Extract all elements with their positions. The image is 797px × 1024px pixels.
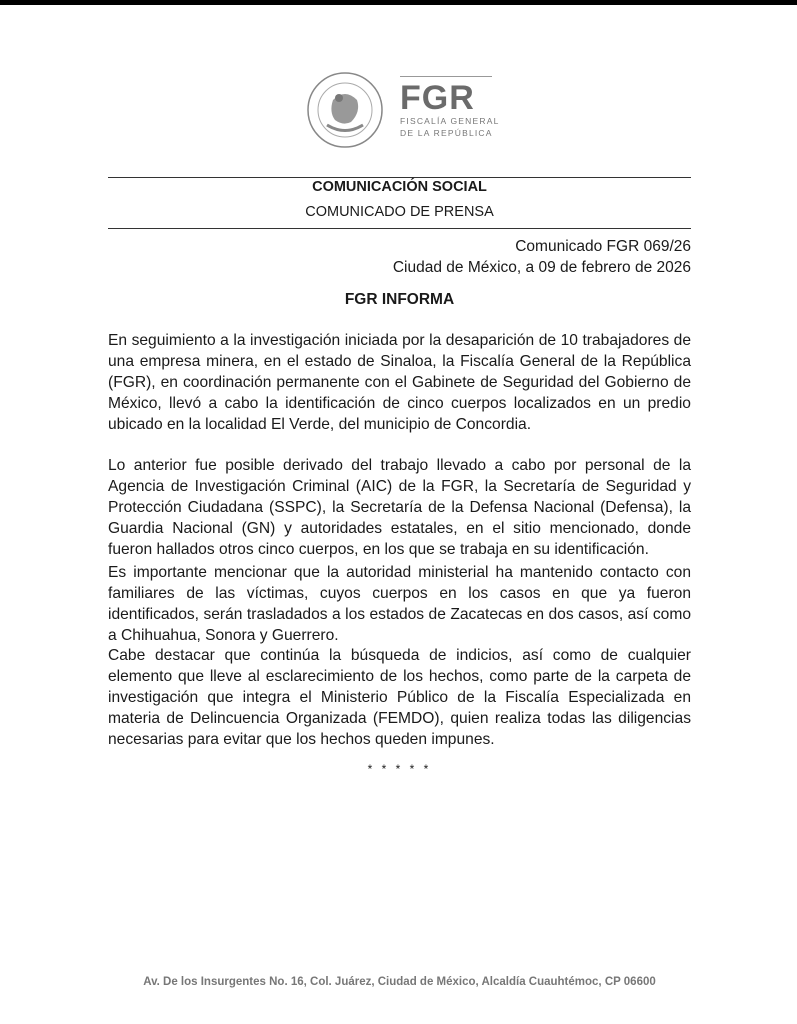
header-rule-top bbox=[108, 177, 691, 178]
text-line: materia de Delincuencia Organizada (FEMDO), quien realiza todas las diligencias bbox=[108, 709, 691, 727]
paragraph-4 bbox=[108, 646, 691, 751]
text-line: Es importante mencionar que la autoridad ministerial ha mantenido contacto con bbox=[108, 564, 691, 581]
top-bar bbox=[0, 0, 797, 5]
text-line: necesarias para evitar que los hechos queden impunes. bbox=[108, 730, 495, 748]
logo-acronym: FGR bbox=[400, 79, 475, 117]
closing-stars: * * * * * bbox=[367, 762, 432, 776]
text-line: una empresa minera, en el estado de Sinaloa, la Fiscalía General de la República bbox=[108, 352, 691, 370]
text-line: Protección Ciudadana (SSPC), la Secretaría de la Defensa Nacional (Defensa), la bbox=[108, 498, 691, 516]
release-title: FGR INFORMA bbox=[344, 291, 455, 308]
text-line: (FGR), en coordinación permanente con el Gabinete de Seguridad del Gobierno de bbox=[108, 373, 691, 391]
text-line: México, llevó a cabo la identificación de cinco cuerpos localizados en un predio bbox=[108, 394, 691, 412]
text-line: Lo anterior fue posible derivado del trabajo llevado a cabo por personal de la bbox=[108, 457, 691, 474]
logo-rule bbox=[400, 76, 492, 77]
department-heading: COMUNICACIÓN SOCIAL bbox=[312, 179, 487, 195]
text-line: Guardia Nacional (GN) y autoridades estatales, en el sitio mencionado, donde bbox=[108, 519, 691, 537]
text-line: ubicado en la localidad El Verde, del municipio de Concordia. bbox=[108, 415, 532, 433]
header-rule-bottom bbox=[108, 228, 691, 229]
fgr-logo bbox=[305, 66, 500, 156]
paragraph-2 bbox=[108, 456, 691, 561]
text-line: investigación que integra el Ministerio Público de la Fiscalía Especializada en bbox=[108, 688, 691, 706]
text-line: Cabe destacar que continúa la búsqueda de indicios, así como de cualquier bbox=[108, 647, 691, 664]
national-seal-icon bbox=[305, 70, 385, 150]
text-line: Agencia de Investigación Criminal (AIC) de la FGR, la Secretaría de Seguridad y bbox=[108, 477, 691, 495]
place-date: Ciudad de México, a 09 de febrero de 2026 bbox=[392, 259, 691, 276]
logo-line1: FISCALÍA GENERAL bbox=[400, 116, 500, 126]
logo-line2: DE LA REPÚBLICA bbox=[400, 128, 493, 138]
doc-type-heading: COMUNICADO DE PRENSA bbox=[305, 204, 494, 220]
paragraph-1 bbox=[108, 331, 691, 436]
text-line: elemento que lleve al esclarecimiento de los hechos, como parte de la carpeta de bbox=[108, 667, 691, 685]
release-number: Comunicado FGR 069/26 bbox=[515, 238, 691, 255]
paragraph-3 bbox=[108, 563, 691, 647]
text-line: identificados, serán trasladados a los estados de Zacatecas en dos casos, así como bbox=[108, 605, 691, 623]
text-line: En seguimiento a la investigación iniciada por la desaparición de 10 trabajadores de bbox=[108, 332, 691, 349]
text-line: a Chihuahua, Sonora y Guerrero. bbox=[108, 626, 339, 644]
press-release-meta bbox=[108, 236, 691, 278]
footer-address: Av. De los Insurgentes No. 16, Col. Juárez, Ciudad de México, Alcaldía Cuauhtémoc, CP 06600 bbox=[143, 976, 656, 988]
text-line: fueron hallados otros cinco cuerpos, en los que se trabaja en su identificación. bbox=[108, 540, 649, 558]
text-line: familiares de las víctimas, cuyos cuerpos en los casos en que ya fueron bbox=[108, 584, 691, 602]
